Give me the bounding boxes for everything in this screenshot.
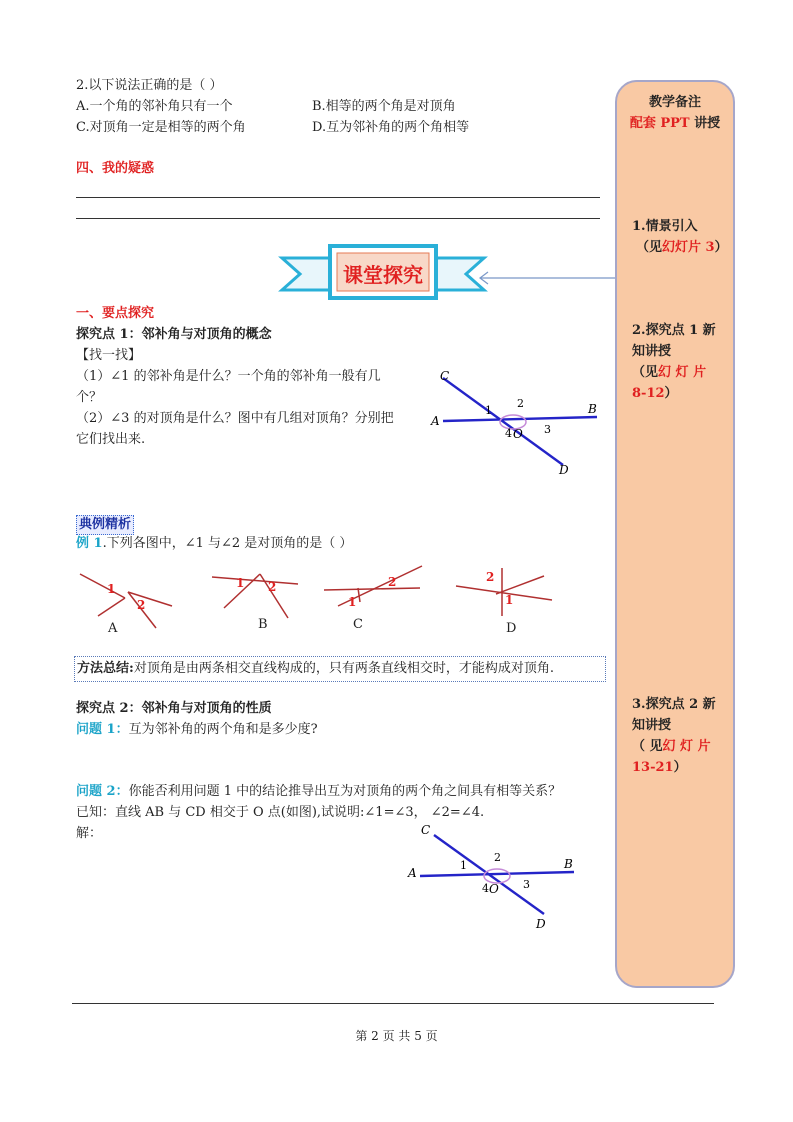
figure-b bbox=[212, 574, 298, 618]
section-1-title: 一、要点探究 bbox=[76, 306, 155, 321]
point-2-title: 探究点 2：邻补角与对顶角的性质 bbox=[76, 701, 272, 716]
option-b: B.相等的两个角是对顶角 bbox=[312, 99, 456, 114]
example-tag: 典例精析 bbox=[76, 515, 134, 535]
answer-line-1 bbox=[76, 197, 600, 198]
point-1-title: 探究点 1：邻补角与对顶角的概念 bbox=[76, 327, 272, 342]
section-4-title: 四、我的疑惑 bbox=[76, 161, 155, 176]
label2-angle-1: 1 bbox=[460, 859, 467, 872]
find-q2: （2）∠3 的对顶角是什么？图中有几组对顶角？分别把 bbox=[76, 411, 394, 426]
sidebar-item-2: 2.探究点 1 新 bbox=[632, 323, 716, 338]
problem-1-text: 互为邻补角的两个角和是多少度? bbox=[128, 722, 318, 737]
label-angle-4: 4 bbox=[505, 427, 512, 440]
method-summary-box bbox=[74, 656, 606, 682]
sidebar-item-2-b: 知讲授 bbox=[632, 344, 672, 359]
sidebar-item-2-range: 8-12） bbox=[632, 386, 678, 401]
fig-d-angle-2: 2 bbox=[486, 570, 495, 584]
label2-angle-3: 3 bbox=[523, 878, 530, 891]
example-figures bbox=[70, 560, 560, 638]
banner-text: 课堂探究 bbox=[343, 263, 423, 287]
label2-angle-4: 4 bbox=[482, 882, 489, 895]
find-heading: 【找一找】 bbox=[76, 348, 142, 363]
sidebar-item-3: 3.探究点 2 新 bbox=[632, 697, 716, 712]
label-angle-2: 2 bbox=[517, 397, 524, 410]
problem-1 bbox=[76, 721, 318, 739]
footer-rule bbox=[72, 1003, 714, 1004]
choice-b: B bbox=[258, 617, 268, 632]
label-a: A bbox=[431, 414, 440, 428]
fig-d-angle-1: 1 bbox=[505, 593, 514, 607]
label-o: O bbox=[513, 427, 523, 441]
given-text: 已知：直线 AB 与 CD 相交于 O 点(如图),试说明:∠1=∠3， ∠2=∠4. bbox=[76, 805, 485, 820]
problem-2 bbox=[76, 783, 561, 801]
sidebar-item-3-ref: （ 见幻 灯 片 bbox=[632, 739, 711, 754]
arrow-icon bbox=[476, 270, 618, 286]
label2-d: D bbox=[536, 917, 546, 931]
label-angle-3: 3 bbox=[544, 423, 551, 436]
option-a: A.一个角的邻补角只有一个 bbox=[76, 99, 233, 114]
summary-text: 对顶角是由两条相交直线构成的，只有两条直线相交时，才能构成对顶角. bbox=[133, 661, 554, 676]
fig-a-angle-2: 2 bbox=[137, 598, 146, 612]
sidebar-title: 教学备注 bbox=[648, 95, 701, 110]
label2-angle-2: 2 bbox=[494, 851, 501, 864]
find-q1: （1）∠1 的邻补角是什么？一个角的邻补角一般有几 bbox=[76, 369, 381, 384]
option-c: C.对顶角一定是相等的两个角 bbox=[76, 120, 246, 135]
figure-d bbox=[456, 568, 552, 616]
fig-b-angle-2: 2 bbox=[268, 580, 277, 594]
label-d: D bbox=[559, 463, 569, 477]
question-2-stem: 2.以下说法正确的是（ ） bbox=[76, 78, 223, 93]
solution-label: 解： bbox=[76, 826, 103, 841]
label-b: B bbox=[588, 402, 597, 416]
sidebar-item-3-b: 知讲授 bbox=[632, 718, 672, 733]
intersecting-lines-figure-2 bbox=[402, 822, 587, 937]
option-d: D.互为邻补角的两个角相等 bbox=[312, 120, 470, 135]
example-1-line bbox=[76, 535, 352, 553]
label2-a: A bbox=[408, 866, 417, 880]
label-angle-1: 1 bbox=[485, 404, 492, 417]
choice-d: D bbox=[506, 621, 517, 636]
sidebar-subtitle-ppt: 配套 PPT bbox=[629, 116, 690, 131]
example-stem: .下列各图中，∠1 与∠2 是对顶角的是（ ） bbox=[102, 536, 353, 551]
label2-o: O bbox=[489, 882, 499, 896]
choice-c: C bbox=[353, 617, 363, 632]
fig-c-angle-1: 1 bbox=[348, 595, 357, 609]
figure-a bbox=[80, 574, 172, 628]
sidebar-subtitle-teach: 讲授 bbox=[689, 116, 721, 131]
label-c: C bbox=[440, 369, 450, 383]
label2-b: B bbox=[564, 857, 573, 871]
fig-a-angle-1: 1 bbox=[107, 582, 116, 596]
problem-2-label: 问题 2： bbox=[76, 784, 129, 799]
find-q1-cont: 个？ bbox=[76, 390, 103, 405]
sidebar-item-2-ref: （见幻 灯 片 bbox=[632, 365, 707, 380]
example-label: 例 1 bbox=[76, 536, 103, 551]
find-q2-cont: 它们找出来. bbox=[76, 432, 146, 447]
sidebar-item-3-range: 13-21） bbox=[632, 760, 687, 775]
page-number: 第 2 页 共 5 页 bbox=[355, 1029, 438, 1043]
intersecting-lines-figure-1 bbox=[425, 365, 610, 480]
summary-label: 方法总结: bbox=[77, 661, 134, 676]
fig-c-angle-2: 2 bbox=[388, 575, 397, 589]
sidebar-item-1-ref: （见幻灯片 3） bbox=[636, 240, 728, 255]
choice-a: A bbox=[108, 621, 118, 636]
problem-2-text: 你能否利用问题 1 中的结论推导出互为对顶角的两个角之间具有相等关系？ bbox=[128, 784, 562, 799]
figure-c bbox=[324, 566, 422, 609]
fig-b-angle-1: 1 bbox=[236, 576, 245, 590]
sidebar-subtitle bbox=[615, 113, 735, 134]
label2-c: C bbox=[421, 823, 431, 837]
answer-line-2 bbox=[76, 218, 600, 219]
sidebar-item-1: 1.情景引入 bbox=[632, 219, 698, 234]
problem-1-label: 问题 1： bbox=[76, 722, 129, 737]
